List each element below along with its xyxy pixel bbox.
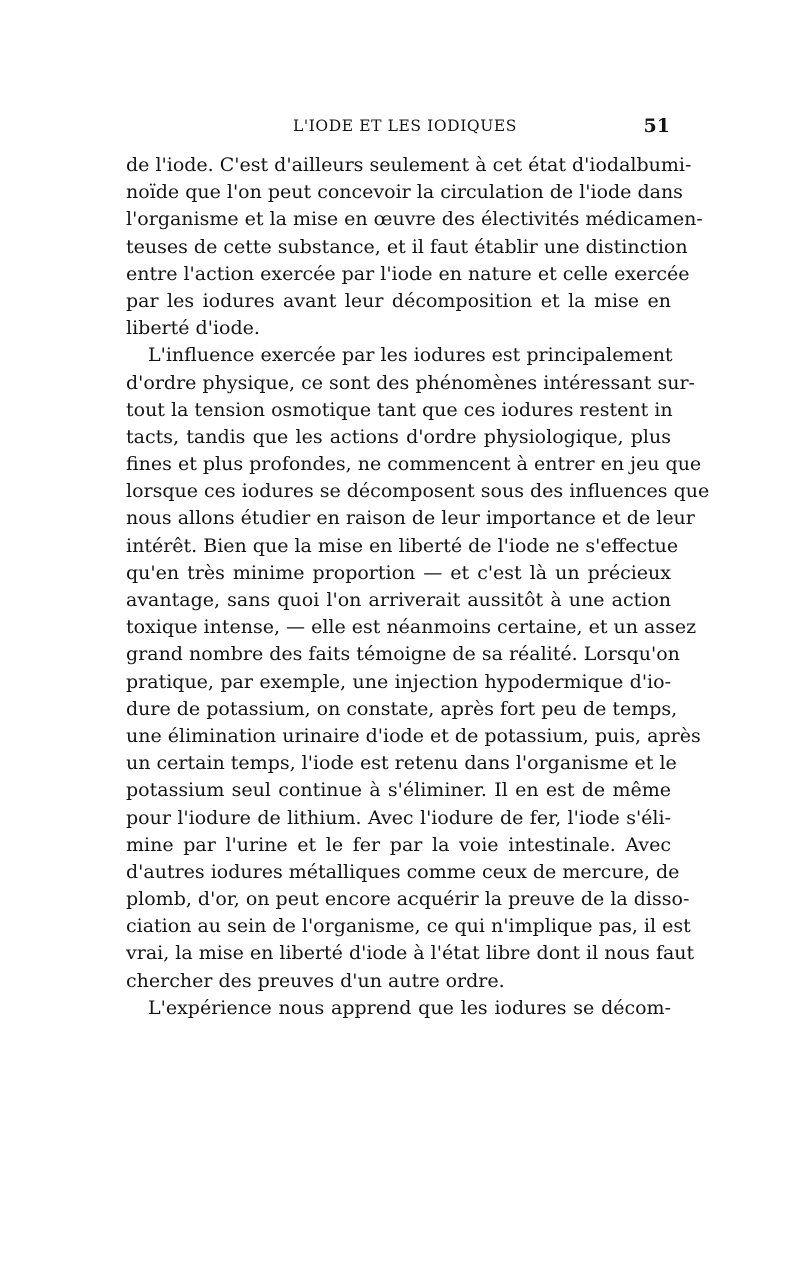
text-line: toxique intense, — elle est néanmoins certaine, et un assez	[126, 616, 697, 639]
body-text	[126, 152, 710, 1022]
text-line: nous allons étudier en raison de leur importance et de leur	[126, 507, 695, 530]
text-line: tacts, tandis que les actions d'ordre physiologique, plus	[126, 425, 671, 448]
text-line: plomb, d'or, on peut encore acquérir la preuve de la disso-	[126, 888, 690, 911]
page-number: 51	[643, 115, 670, 137]
text-line: noïde que l'on peut concevoir la circulation de l'iode dans	[126, 181, 683, 204]
text-line: d'autres iodures métalliques comme ceux de mercure, de	[126, 860, 680, 883]
paragraph-end-line: liberté d'iode.	[126, 317, 260, 340]
text-line: une élimination urinaire d'iode et de potassium, puis, après	[126, 724, 701, 747]
paragraph-start-line: L'influence exercée par les iodures est principalement	[148, 344, 673, 367]
text-line: qu'en très minime proportion — et c'est là un précieux	[126, 561, 671, 584]
text-line: d'ordre physique, ce sont des phénomènes intéressant sur-	[126, 371, 695, 394]
text-line: mine par l'urine et le fer par la voie intestinale. Avec	[126, 833, 671, 856]
text-line: pratique, par exemple, une injection hypodermique d'io-	[126, 670, 671, 693]
text-line: par les iodures avant leur décomposition et la mise en	[126, 289, 671, 312]
text-line: vrai, la mise en liberté d'iode à l'état libre dont il nous faut	[126, 942, 695, 965]
text-line: un certain temps, l'iode est retenu dans l'organisme et le	[126, 752, 677, 775]
paragraph-start-line: L'expérience nous apprend que les iodures se décom-	[148, 996, 671, 1019]
text-line: teuses de cette substance, et il faut établir une distinction	[126, 235, 688, 258]
text-line: fines et plus profondes, ne commencent à entrer en jeu que	[126, 453, 702, 476]
text-line: potassium seul continue à s'éliminer. Il en est de même	[126, 779, 671, 802]
text-line: avantage, sans quoi l'on arriverait aussitôt à une action	[126, 589, 671, 611]
text-line: pour l'iodure de lithium. Avec l'iodure de fer, l'iode s'éli-	[126, 806, 671, 829]
text-line: tout la tension osmotique tant que ces iodures restent in	[126, 398, 673, 421]
text-line: intérêt. Bien que la mise en liberté de l'iode ne s'effectue	[126, 534, 679, 557]
text-line: ciation au sein de l'organisme, ce qui n'implique pas, il est	[126, 915, 691, 938]
text-line: l'organisme et la mise en œuvre des électivités médicamen-	[126, 208, 703, 231]
running-head	[140, 117, 670, 139]
paragraph-end-line: chercher des preuves d'un autre ordre.	[126, 969, 505, 992]
text-line: de l'iode. C'est d'ailleurs seulement à cet état d'iodalbumi-	[126, 154, 692, 176]
text-line: grand nombre des faits témoigne de sa réalité. Lorsqu'on	[126, 643, 680, 666]
text-line: dure de potassium, on constate, après fort peu de temps,	[126, 697, 678, 720]
running-title: L'IODE ET LES IODIQUES	[292, 117, 518, 135]
text-line: entre l'action exercée par l'iode en nature et celle exercée	[126, 262, 690, 285]
text-line: lorsque ces iodures se décomposent sous des influences que	[126, 480, 710, 503]
